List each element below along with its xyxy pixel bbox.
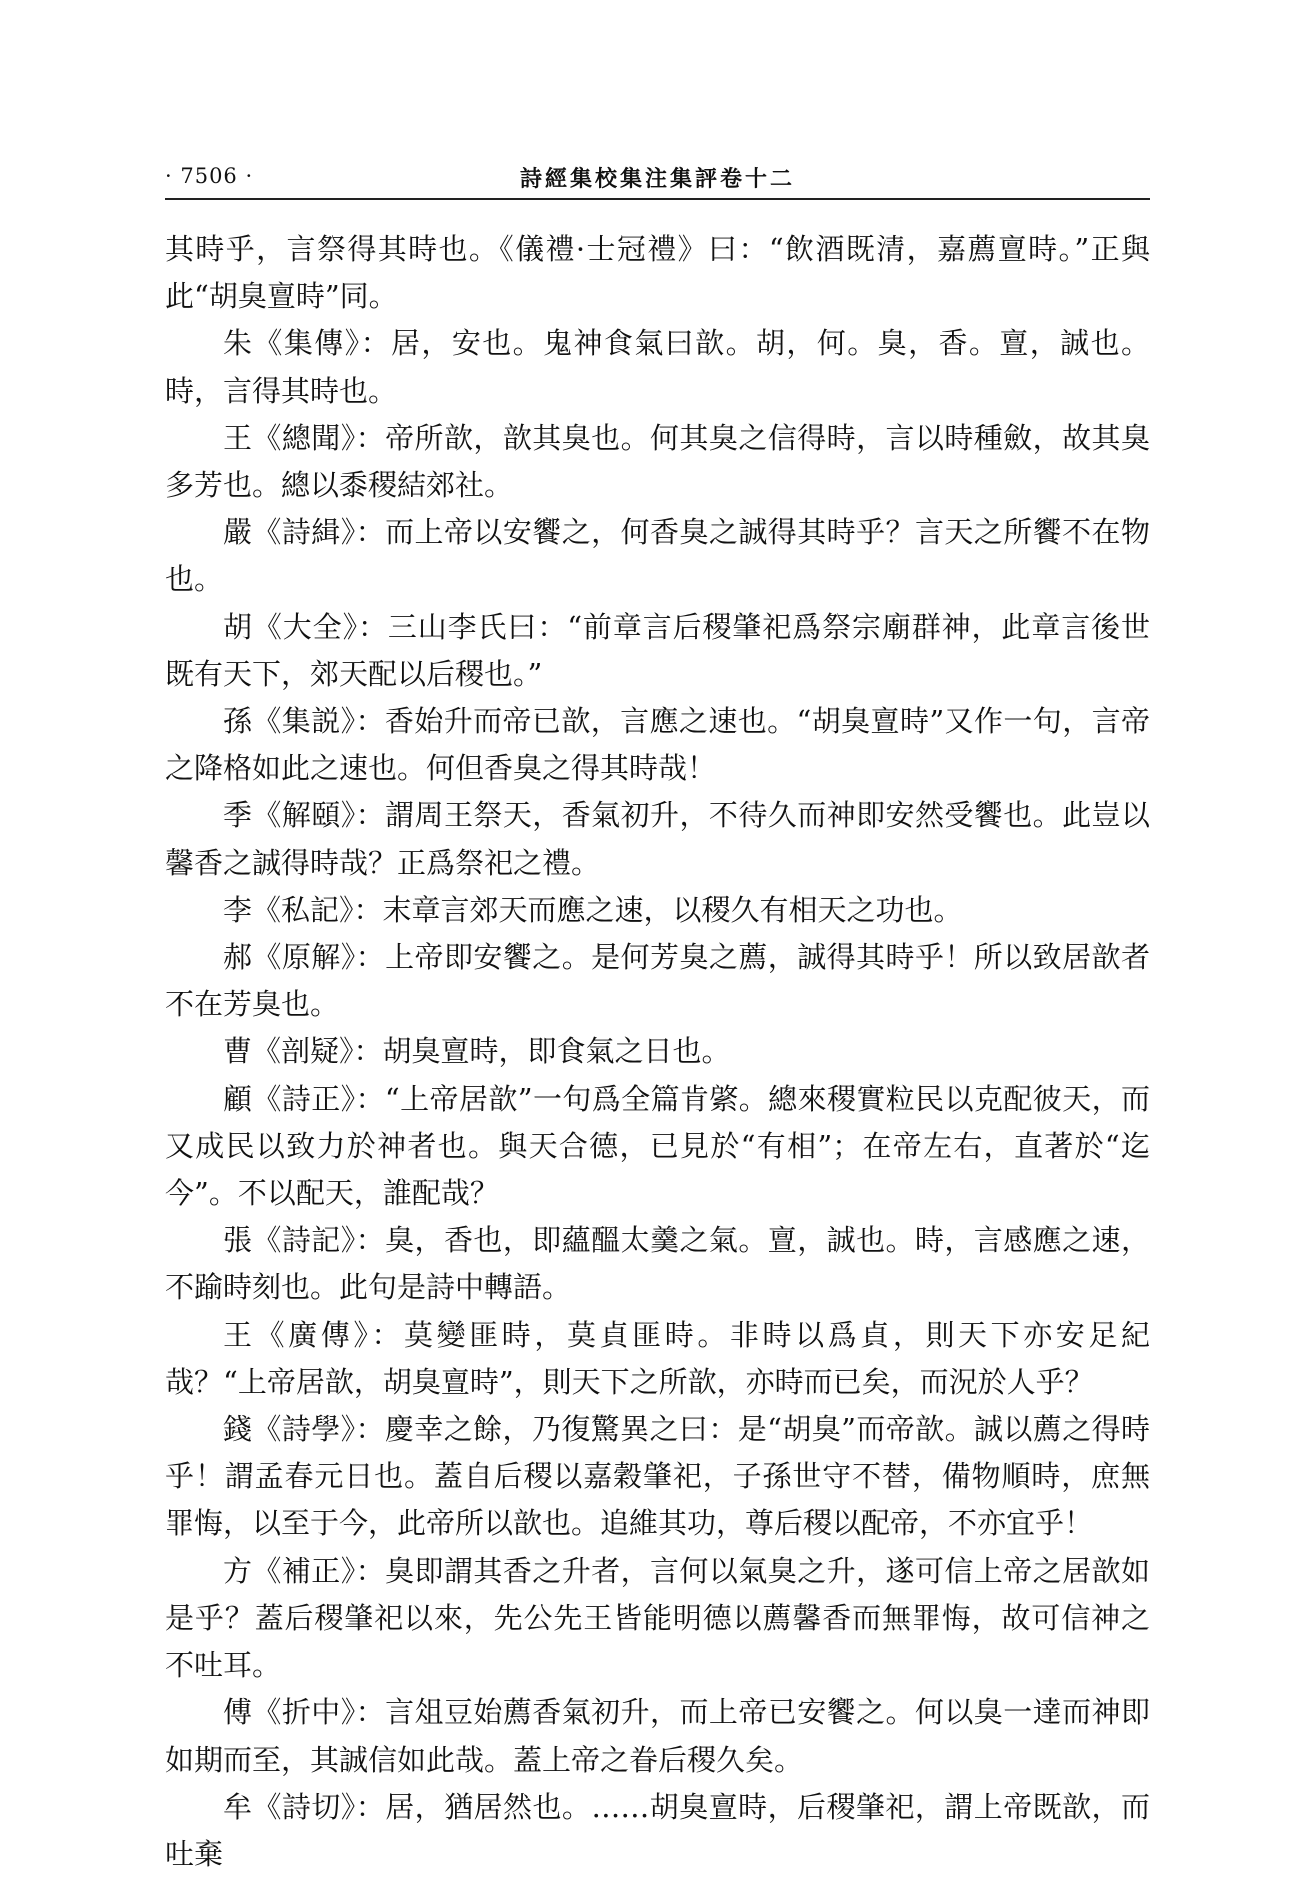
paragraph: 朱《集傳》：居，安也。鬼神食氣曰歆。胡，何。臭，香。亶，誠也。時，言得其時也。	[165, 326, 1150, 408]
paragraph: 傅《折中》：言俎豆始薦香氣初升，而上帝已安饗之。何以臭一達而神即如期而至，其誠信如此哉。蓋上帝之眷后稷久矣。	[165, 1695, 1150, 1777]
paragraph: 王《總聞》：帝所歆，歆其臭也。何其臭之信得時，言以時種斂，故其臭多芳也。總以黍稷結郊社。	[165, 420, 1150, 503]
paragraph: 李《私記》：末章言郊天而應之速，以稷久有相天之功也。	[223, 892, 963, 927]
running-title: 詩經集校集注集評卷十二	[519, 166, 795, 192]
paragraph: 王《廣傳》：莫變匪時，莫貞匪時。非時以爲貞，則天下亦安足紀哉？“上帝居歆，胡臭亶時”，則天下之所歆，亦時而已矣，而況於人乎？	[165, 1317, 1150, 1399]
paragraph: 方《補正》：臭即謂其香之升者，言何以氣臭之升，遂可信上帝之居歆如是乎？蓋后稷肇祀以來，先公先王皆能明德以薦馨香而無罪悔，故可信神之不吐耳。	[165, 1553, 1150, 1683]
paragraph: 季《解頤》：謂周王祭天，香氣初升，不待久而神即安然受饗也。此豈以馨香之誠得時哉？正爲祭祀之禮。	[165, 798, 1150, 880]
paragraph: 其時乎，言祭得其時也。《儀禮·士冠禮》曰：“飲酒既清，嘉薦亶時。”正與此“胡臭亶時”同。	[165, 232, 1150, 314]
page-header	[165, 158, 1150, 200]
body-text	[165, 226, 1150, 1878]
paragraph: 顧《詩正》：“上帝居歆”一句爲全篇肯綮。總來稷實粒民以克配彼天，而又成民以致力於神者也。與天合德，已見於“有相”；在帝左右，直著於“迄今”。不以配天，誰配哉？	[165, 1081, 1150, 1211]
paragraph: 曹《剖疑》：胡臭亶時，即食氣之日也。	[223, 1034, 731, 1069]
paragraph: 張《詩記》：臭，香也，即蘊醞太羹之氣。亶，誠也。時，言感應之速，不踰時刻也。此句是詩中轉語。	[165, 1223, 1150, 1305]
paragraph: 錢《詩學》：慶幸之餘，乃復驚異之曰：是“胡臭”而帝歆。誠以薦之得時乎！謂孟春元日也。蓋自后稷以嘉穀肇祀，子孫世守不替，備物順時，庶無罪悔，以至于今，此帝所以歆也。追維其功，尊后稷以配帝，不亦宜乎！	[165, 1412, 1150, 1541]
paragraph: 郝《原解》：上帝即安饗之。是何芳臭之薦，誠得其時乎！所以致居歆者不在芳臭也。	[165, 940, 1150, 1022]
page-number: · 7506 ·	[165, 164, 254, 188]
paragraph: 胡《大全》：三山李氏曰：“前章言后稷肇祀爲祭宗廟群神，此章言後世既有天下，郊天配以后稷也。”	[165, 609, 1150, 691]
paragraph: 嚴《詩緝》：而上帝以安饗之，何香臭之誠得其時乎？言天之所饗不在物也。	[165, 515, 1150, 597]
paragraph: 孫《集説》：香始升而帝已歆，言應之速也。“胡臭亶時”又作一句，言帝之降格如此之速也。何但香臭之得其時哉！	[165, 704, 1150, 786]
paragraph: 牟《詩切》：居，猶居然也。……胡臭亶時，后稷肇祀，謂上帝既歆，而吐棄	[165, 1789, 1150, 1871]
